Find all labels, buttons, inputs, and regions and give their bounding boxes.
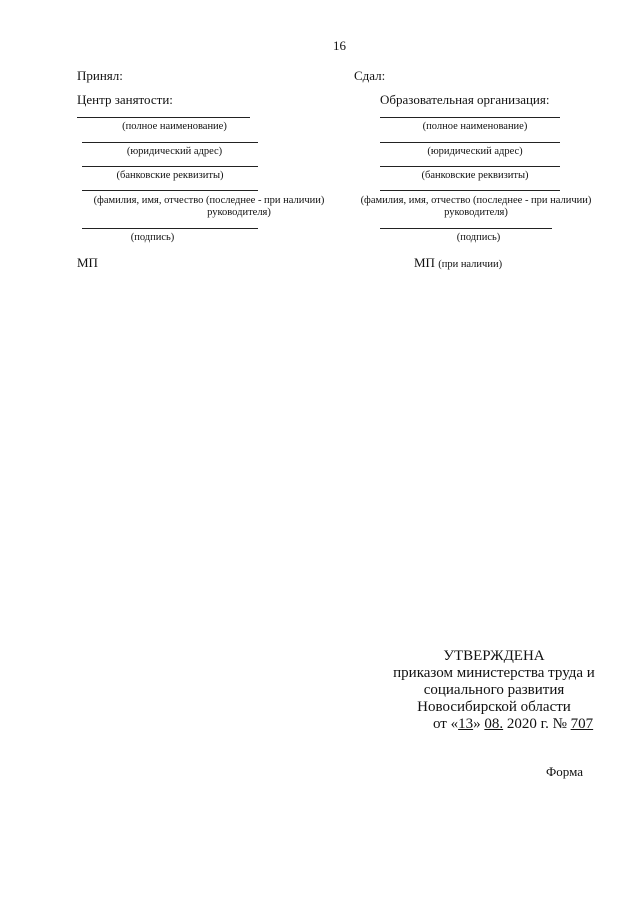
form-label: Форма [546,764,583,779]
approval-number: 707 [570,716,594,732]
right-heading: Сдал: [354,68,386,83]
right-bank-details-caption: (банковские реквизиты) [421,170,529,181]
approval-title: УТВЕРЖДЕНА [443,648,545,664]
right-org-label: Образовательная организация: [380,92,550,107]
left-bank-details-caption: (банковские реквизиты) [116,170,224,181]
left-signature-caption: (подпись) [130,232,175,243]
left-stamp: МП [77,255,98,270]
approval-line1: приказом министерства труда и [393,665,595,681]
left-signature-line [82,228,258,229]
left-head-name-line [82,190,258,191]
approval-block [388,648,600,716]
approval-day: 13 [458,716,474,732]
approval-line2: социального развития [423,682,565,698]
right-legal-address-line [380,142,560,143]
approval-month: 08. [484,716,504,732]
right-signature-line [380,228,552,229]
right-bank-details-line [380,166,560,167]
right-stamp-note: (при наличии) [438,259,503,270]
left-org-label: Центр занятости: [77,92,173,107]
left-full-name-caption: (полное наименование) [122,121,227,132]
approval-line3: Новосибирской области [417,699,571,715]
left-heading: Принял: [77,68,123,83]
right-full-name-caption: (полное наименование) [422,121,528,132]
left-head-name-caption: (фамилия, имя, отчество (последнее - при наличии) руководителя) [93,195,325,218]
right-stamp: МП (при наличии) [414,255,503,270]
right-head-name-caption: (фамилия, имя, отчество (последнее - при наличии) руководителя) [360,195,592,218]
approval-date-line: от «13» 08. 2020 г. № 707 [433,716,594,732]
left-full-name-line [77,117,250,118]
left-bank-details-line [82,166,258,167]
right-full-name-line [380,117,560,118]
left-legal-address-line [82,142,258,143]
right-signature-caption: (подпись) [456,232,501,243]
right-head-name-line [380,190,560,191]
left-legal-address-caption: (юридический адрес) [126,146,223,157]
right-legal-address-caption: (юридический адрес) [427,146,523,157]
page-number: 16 [333,38,346,53]
